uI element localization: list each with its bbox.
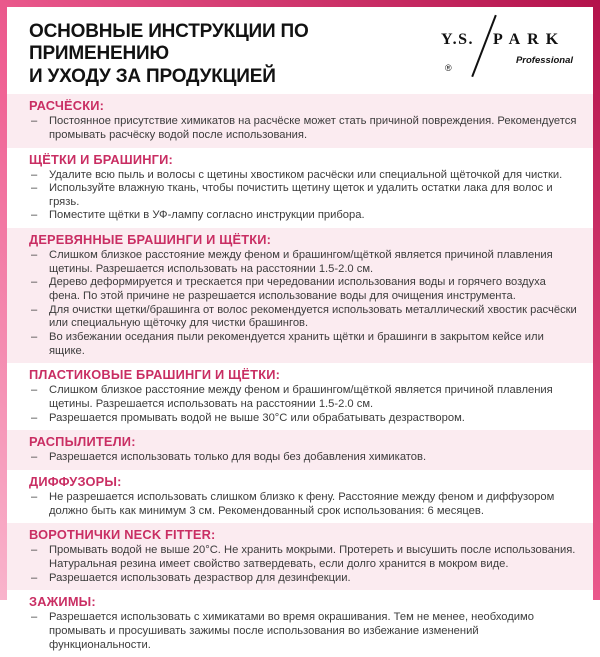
- bullet-item: – Используйте влажную ткань, чтобы почистить щетину щеток и удалить остатки лака для волос и грязь.: [29, 182, 579, 209]
- section-heading: РАСЧЁСКИ:: [29, 98, 105, 114]
- bullet-item: – Во избежании оседания пыли рекомендуется хранить щётки и брашинги в закрытом кейсе или ящике.: [29, 331, 579, 358]
- bullet-item: – Разрешается использовать с химикатами во время окрашивания. Тем не менее, необходимо промывать и просушивать зажимы после использования во избежание изменений функциональности.: [29, 611, 579, 652]
- bullet-item: – Разрешается промывать водой не выше 30°C или обрабатывать дезраствором.: [29, 412, 579, 426]
- bullet-item: – Удалите всю пыль и волосы с щетины хвостиком расчёски или специальной щёточкой для чистки.: [29, 169, 579, 183]
- section-heading: ВОРОТНИЧКИ NECK FITTER:: [29, 527, 216, 543]
- bullet-item: – Дерево деформируется и трескается при чередовании использования воды и горячего воздуха фена. По этой причине не разрешается использование воды для очищения инструмента.: [29, 276, 579, 303]
- bullet-item: – Разрешается использовать только для воды без добавления химикатов.: [29, 451, 579, 465]
- section-diffusers: [7, 470, 593, 523]
- section-heading: ПЛАСТИКОВЫЕ БРАШИНГИ И ЩЁТКИ:: [29, 367, 281, 383]
- registered-trademark-icon: ®: [445, 63, 452, 73]
- bullet-item: – Промывать водой не выше 20°C. Не хранить мокрыми. Протереть и высушить после использования. Натуральная резина имеет свойство затвердевать, если долго хранится в мокром виде.: [29, 544, 579, 571]
- section-heading: РАСПЫЛИТЕЛИ:: [29, 434, 136, 450]
- section-combs: [7, 94, 593, 147]
- section-heading: ЗАЖИМЫ:: [29, 594, 96, 610]
- section-plastic-brushes: [7, 363, 593, 430]
- section-clips: [7, 590, 593, 657]
- page-title-line2: И УХОДУ ЗА ПРОДУКЦИЕЙ: [29, 65, 276, 87]
- section-wooden-brushes: [7, 228, 593, 363]
- bullet-item: – Слишком близкое расстояние между феном и брашингом/щёткой является причиной плавления щетины. Разрешается использовать на расстоянии 1.5-2.0 см.: [29, 249, 579, 276]
- bullet-item: – Не разрешается использовать слишком близко к фену. Расстояние между феном и диффузором должно быть как минимум 3 см. Рекомендованный срок использования: 6 месяцев.: [29, 491, 579, 518]
- bullet-item: – Разрешается использовать дезраствор для дезинфекции.: [29, 572, 579, 586]
- page-title: [29, 21, 441, 88]
- bullet-item: – Постоянное присутствие химикатов на расчёске может стать причиной повреждения. Рекомендуется промывать расчёску водой после использования.: [29, 115, 579, 142]
- logo-professional-text: Professional: [515, 55, 573, 66]
- section-heading: ЩЁТКИ И БРАШИНГИ:: [29, 151, 173, 167]
- sections-list: [7, 94, 593, 657]
- bullet-item: – Для очистки щетки/брашинга от волос рекомендуется использовать металлический хвостик расчёски или специальную щёточку для чистки брашингов.: [29, 304, 579, 331]
- section-brushes: [7, 148, 593, 229]
- logo-park-text: PARK: [493, 31, 566, 48]
- header: [7, 7, 593, 94]
- ys-park-logo: [441, 19, 573, 75]
- section-sprayers: [7, 430, 593, 470]
- section-heading: ДИФФУЗОРЫ:: [29, 473, 122, 489]
- bullet-item: – Слишком близкое расстояние между феном и брашингом/щёткой является причиной плавления щетины. Разрешается использовать на расстоянии 1.5-2.0 см.: [29, 384, 579, 411]
- logo-ys-text: Y.S.: [441, 31, 474, 48]
- section-neck-fitter: [7, 523, 593, 590]
- bullet-item: – Поместите щётки в УФ-лампу согласно инструкции прибора.: [29, 209, 579, 223]
- section-heading: ДЕРЕВЯННЫЕ БРАШИНГИ И ЩЁТКИ:: [29, 232, 272, 248]
- instruction-card: [7, 7, 593, 651]
- page-title-line1: ОСНОВНЫЕ ИНСТРУКЦИИ ПО ПРИМЕНЕНИЮ: [29, 21, 309, 65]
